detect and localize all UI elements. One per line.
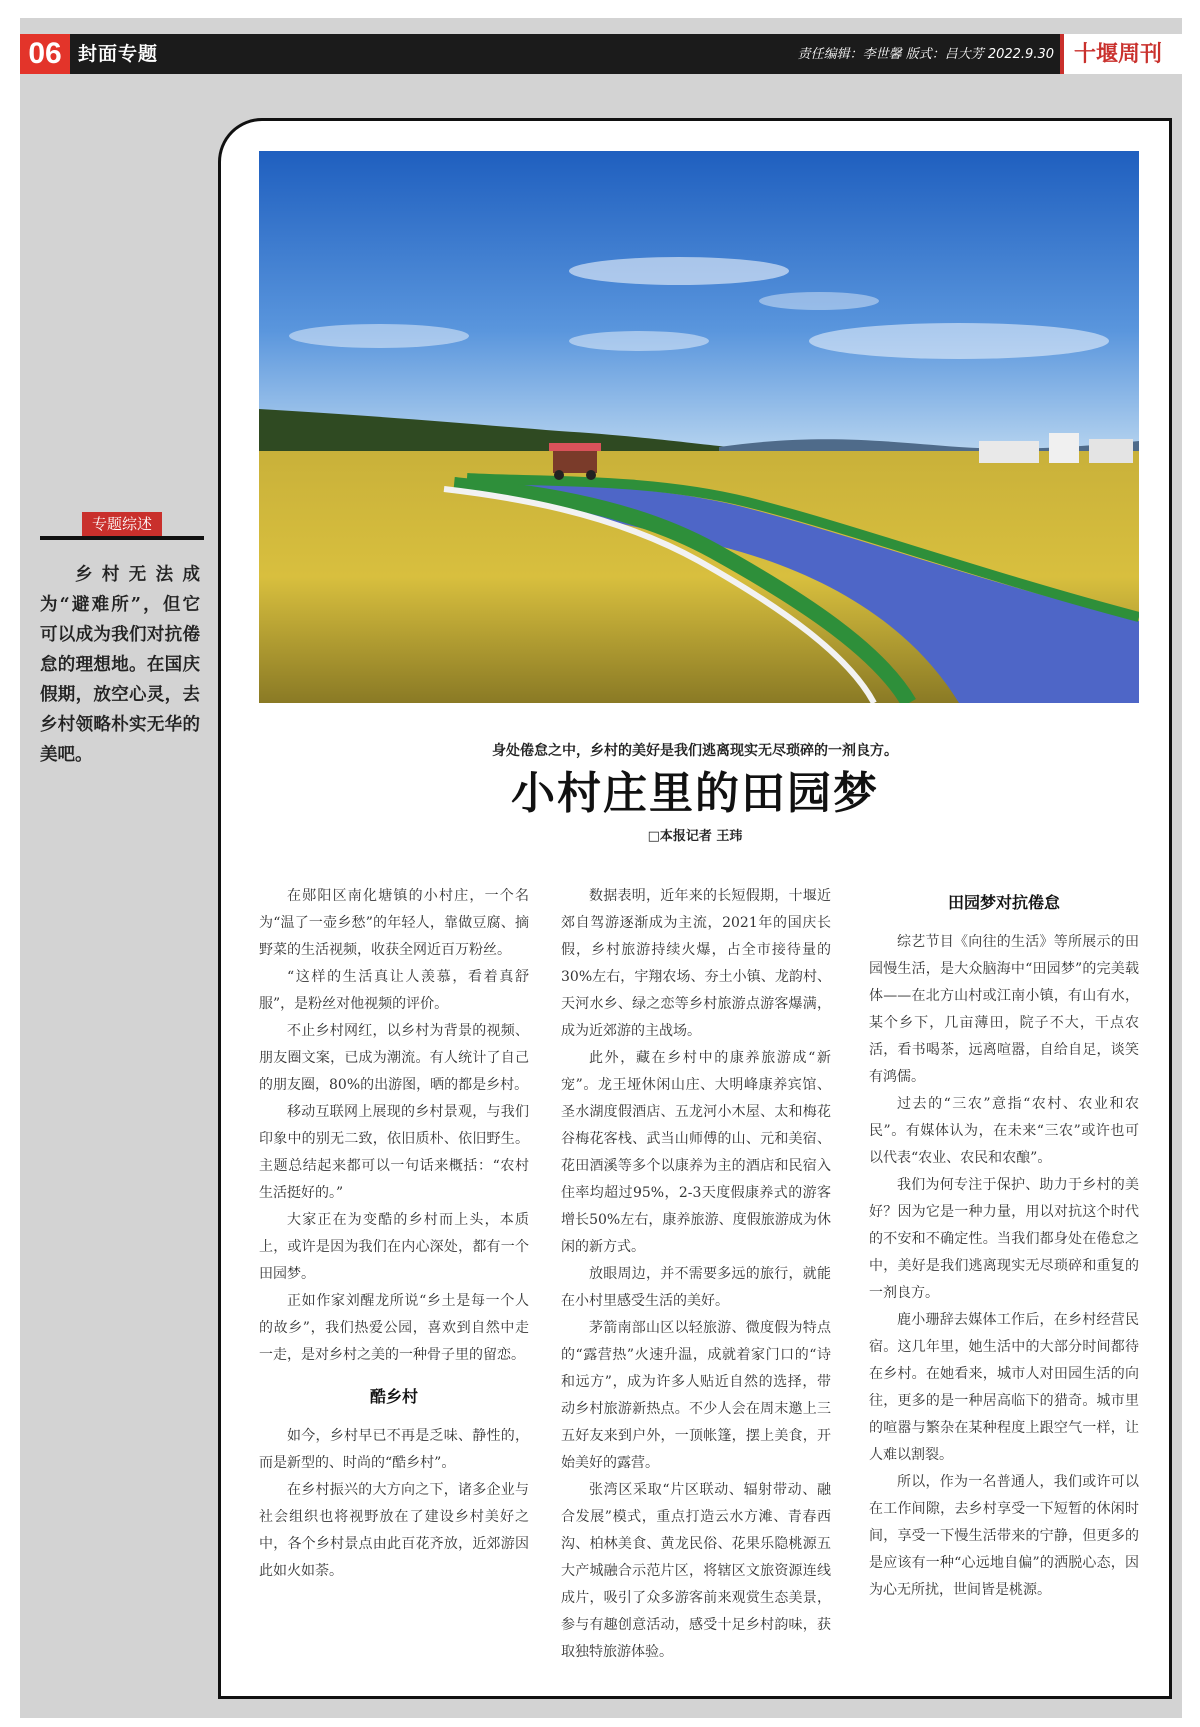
paragraph: 过去的“三农”意指“农村、农业和农民”。有媒体认为，在未来“三农”或许也可以代表“农业、农民和农酿”。 — [869, 1096, 1139, 1166]
paragraph: “这样的生活真让人羡慕，看着真舒服”，是粉丝对他视频的评价。 — [259, 969, 529, 1012]
article-subtitle: 身处倦怠之中，乡村的美好是我们逃离现实无尽琐碎的一剂良方。 — [492, 743, 898, 759]
masthead-box — [1060, 34, 1182, 74]
text-column-1 — [259, 883, 529, 1585]
sidebar-summary: 乡村无法成为“避难所”，但它可以成为我们对抗倦怠的理想地。在国庆假期，放空心灵，去乡村领略朴实无华的美吧。 — [40, 565, 200, 765]
paragraph: 鹿小珊辞去媒体工作后，在乡村经营民宿。这几年里，她生活中的大部分时间都待在乡村。在她看来，城市人对田园生活的向往，更多的是一种居高临下的猎奇。城市里的喧嚣与繁杂在某种程度上跟空气一样，让人难以割裂。 — [869, 1312, 1139, 1463]
paragraph: 综艺节目《向往的生活》等所展示的田园慢生活，是大众脑海中“田园梦”的完美载体——在北方山村或江南小镇，有山有水，某个乡下，几亩薄田，院子不大，干点农活，看书喝茶，远离喧嚣，自给自足，谈笑有鸿儒。 — [869, 934, 1139, 1085]
paragraph: 所以，作为一名普通人，我们或许可以在工作间隙，去乡村享受一下短暂的休闲时间，享受一下慢生活带来的宁静，但更多的是应该有一种“心远地自偏”的洒脱心态，因为心无所扰，世间皆是桃源。 — [869, 1474, 1139, 1598]
article-title: 小村庄里的田园梦 — [511, 768, 879, 819]
paragraph: 数据表明，近年来的长短假期，十堰近郊自驾游逐渐成为主流，2021年的国庆长假，乡村旅游持续火爆，占全市接待量的30%左右，宇翔农场、夯土小镇、龙韵村、天河水乡、绿之恋等乡村旅游点游客爆满，成为近郊游的主战场。 — [561, 888, 831, 1039]
article-byline: □本报记者 王玮 — [647, 829, 743, 844]
paragraph: 移动互联网上展现的乡村景观，与我们印象中的别无二致，依旧质朴、依旧野生。主题总结起来都可以一句话来概括：“农村生活挺好的。” — [259, 1104, 529, 1201]
paragraph: 不止乡村网红，以乡村为背景的视频、朋友圈文案，已成为潮流。有人统计了自己的朋友圈，80%的出游图，晒的都是乡村。 — [259, 1023, 529, 1093]
paragraph: 此外，藏在乡村中的康养旅游成“新宠”。龙王垭休闲山庄、大明峰康养宾馆、圣水湖度假酒店、五龙河小木屋、太和梅花谷梅花客栈、武当山师傅的山、元和美宿、花田酒溪等多个以康养为主的酒店和民宿入住率均超过95%，2-3天度假康养式的游客增长50%左右，康养旅游、度假旅游成为休闲的新方式。 — [561, 1050, 831, 1255]
page-number: 06 — [20, 34, 70, 74]
paragraph: 张湾区采取“片区联动、辐射带动、融合发展”模式，重点打造云水方滩、青春西沟、柏林美食、黄龙民俗、花果乐隐桃源五大产城融合示范片区，将辖区文旅资源连线成片，吸引了众多游客前来观赏生态美景，参与有趣创意活动，感受十足乡村韵味，获取独特旅游体验。 — [561, 1482, 831, 1660]
section-heading-cool-village: 酷乡村 — [369, 1387, 418, 1406]
article-card — [218, 118, 1172, 1699]
section-heading-pastoral-dream: 田园梦对抗倦怠 — [947, 893, 1060, 912]
rural-landscape-photo — [259, 151, 1139, 703]
text-column-2 — [561, 883, 831, 1666]
editor-credits: 责任编辑：李世馨 版式：吕大芳 2022.9.30 — [797, 47, 1054, 62]
sidebar-tag: 专题综述 — [82, 512, 162, 536]
paragraph: 茅箭南部山区以轻旅游、微度假为特点的“露营热”火速升温，成就着家门口的“诗和远方”，成为许多人贴近自然的选择，带动乡村旅游新热点。不少人会在周末邀上三五好友来到户外，一顶帐篷，摆上美食，开始美好的露营。 — [561, 1320, 831, 1471]
section-title: 封面专题 — [78, 43, 159, 65]
text-column-3 — [869, 883, 1139, 1604]
paragraph: 在乡村振兴的大方向之下，诸多企业与社会组织也将视野放在了建设乡村美好之中，各个乡村景点由此百花齐放，近郊游因此如火如荼。 — [259, 1482, 529, 1579]
paragraph: 大家正在为变酷的乡村而上头，本质上，或许是因为我们在内心深处，都有一个田园梦。 — [259, 1212, 529, 1282]
masthead-title: 十堰周刊 — [1074, 41, 1163, 67]
paragraph: 正如作家刘醒龙所说“乡土是每一个人的故乡”，我们热爱公园，喜欢到自然中走一走，是对乡村之美的一种骨子里的留恋。 — [259, 1293, 529, 1363]
page-header — [20, 34, 1182, 74]
photo-illustration — [259, 151, 1139, 703]
paragraph: 在郧阳区南化塘镇的小村庄，一个名为“温了一壶乡愁”的年轻人，靠做豆腐、摘野菜的生活视频，收获全网近百万粉丝。 — [259, 888, 529, 958]
paragraph: 放眼周边，并不需要多远的旅行，就能在小村里感受生活的美好。 — [561, 1266, 831, 1309]
sidebar-divider — [40, 536, 204, 540]
paragraph: 如今，乡村早已不再是乏味、静性的，而是新型的、时尚的“酷乡村”。 — [259, 1428, 529, 1471]
paragraph: 我们为何专注于保护、助力于乡村的美好？因为它是一种力量，用以对抗这个时代的不安和不确定性。当我们都身处在倦怠之中，美好是我们逃离现实无尽琐碎和重复的一剂良方。 — [869, 1177, 1139, 1301]
